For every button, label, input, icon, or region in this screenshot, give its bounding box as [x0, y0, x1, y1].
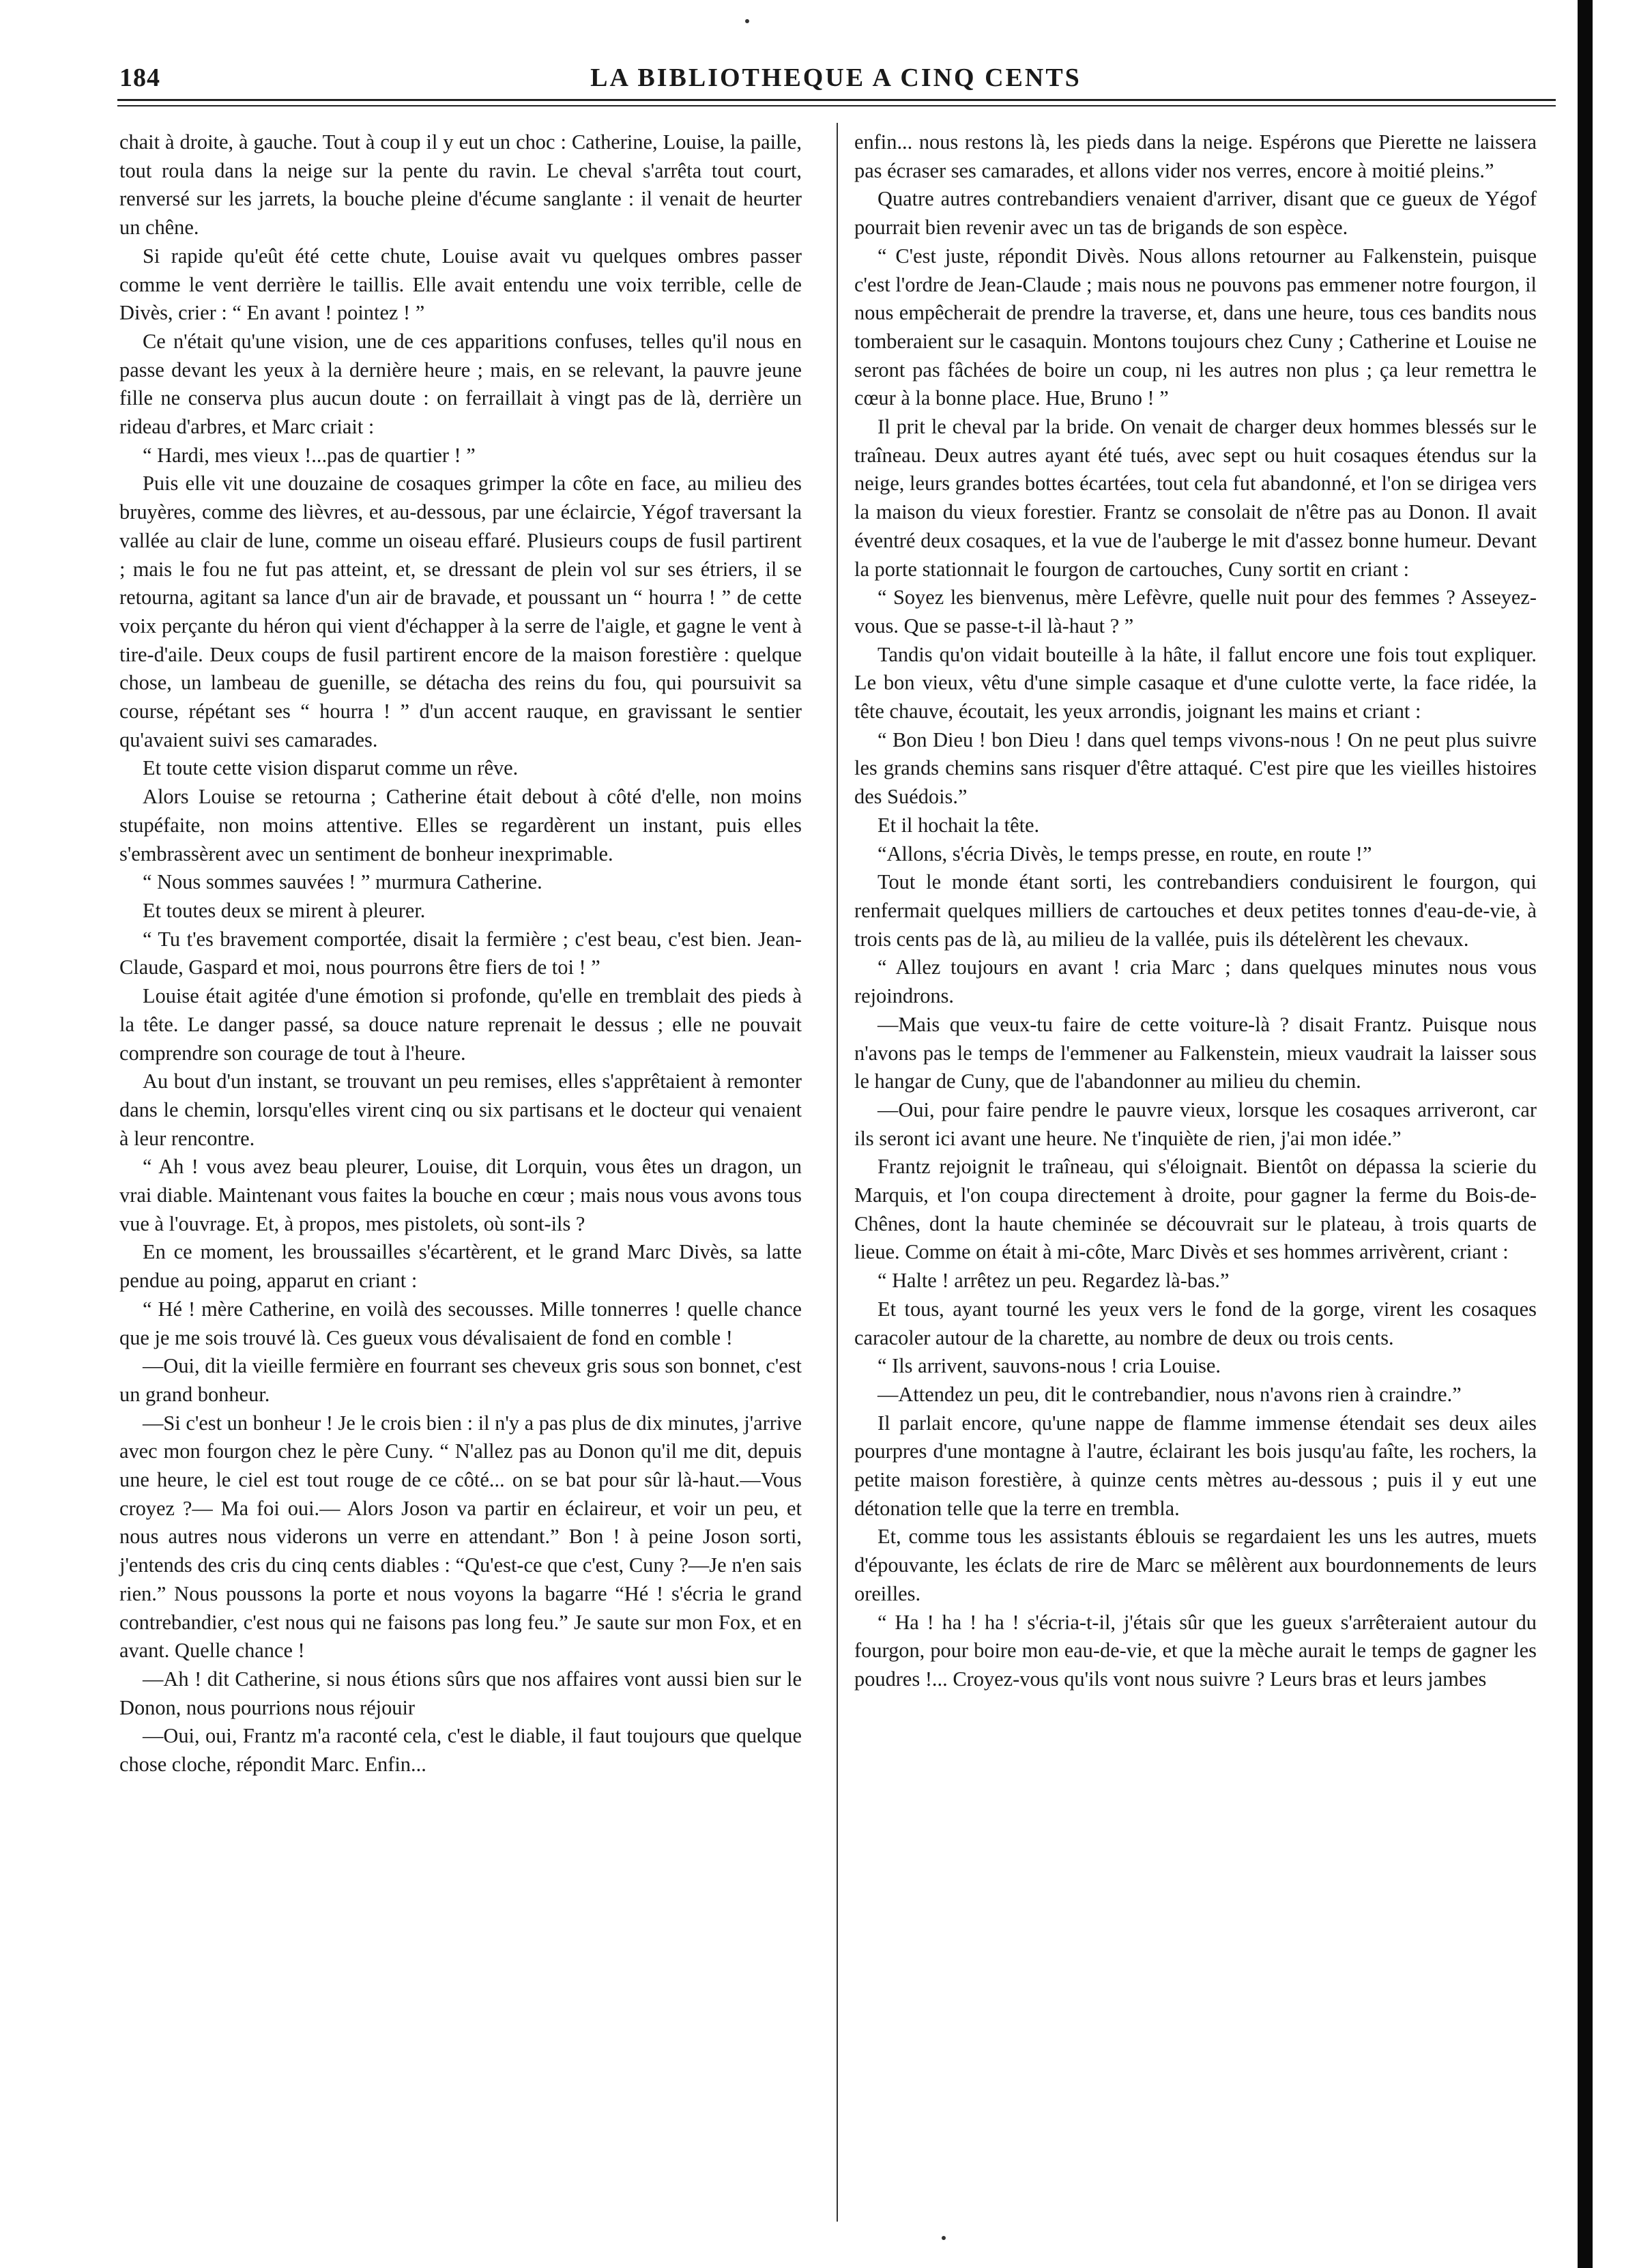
- ink-speck: [745, 19, 749, 23]
- page-header: [119, 63, 1552, 96]
- paragraph: “ Hardi, mes vieux !...pas de quartier ! ”: [143, 443, 476, 467]
- paragraph: Tandis qu'on vidait bouteille à la hâte, il fallut encore une fois tout expliquer. Le bon vieux, vêtu d'une simple casaque et d'une culotte verte, la face ridée, la tête chauve, écoutait, les yeux arrondis, joignant les mains et criant :: [854, 642, 1537, 723]
- paragraph: Il prit le cheval par la bride. On venait de charger deux hommes blessés sur le traîneau. Deux autres ayant été tués, avec sept ou huit cosaques étendus sur la neige, leurs grandes bottes écartées, tout cela fut abandonné, et l'on se dirigea vers la maison du vieux forestier. Frantz se consolait de n'être pas au Donon. Il avait éventré deux cosaques, et la vue de l'auberge le mit d'assez bonne humeur. Devant la porte stationnait le fourgon de cartouches, Cuny sortit en criant :: [854, 415, 1537, 581]
- header-rule: [117, 99, 1556, 101]
- paragraph: “ Halte ! arrêtez un peu. Regardez là-bas.”: [877, 1269, 1230, 1293]
- paragraph: “ Allez toujours en avant ! cria Marc ; dans quelques minutes nous vous rejoindrons.: [854, 956, 1537, 1008]
- paragraph: chait à droite, à gauche. Tout à coup il y eut un choc : Catherine, Louise, la paille, tout roula dans la neige sur la pente du ravin. Le cheval s'arrêta tout court, renversé sur les jarrets, la bouche pleine d'écume sanglante : il venait de heurter un chêne.: [119, 130, 802, 240]
- paragraph: En ce moment, les broussailles s'écartèrent, et le grand Marc Divès, sa latte pendue au poing, apparut en criant :: [119, 1240, 802, 1293]
- paragraph: Ce n'était qu'une vision, une de ces apparitions confuses, telles qu'il nous en passe devant les yeux à la dernière heure ; mais, en se relevant, la pauvre jeune fille ne conserva plus aucun doute : on ferraillait à vingt pas de là, derrière un rideau d'arbres, et Marc criait :: [119, 329, 802, 439]
- column-divider: [837, 123, 838, 2222]
- paragraph: “ Bon Dieu ! bon Dieu ! dans quel temps vivons-nous ! On ne peut plus suivre les grands chemins sans risquer d'être attaqué. C'est pire que les vieilles histoires des Suédois.”: [854, 728, 1537, 809]
- paragraph: Et tous, ayant tourné les yeux vers le fond de la gorge, virent les cosaques caracoler autour de la charette, au nombre de deux ou trois cents.: [854, 1297, 1537, 1349]
- paragraph: Frantz rejoignit le traîneau, qui s'éloignait. Bientôt on dépassa la scierie du Marquis, et l'on coupa directement à droite, pour gagner la ferme du Bois-de-Chênes, dont la haute cheminée se découvrait sur le plateau, à trois quarts de lieue. Comme on était à mi-côte, Marc Divès et ses hommes arrivèrent, criant :: [854, 1155, 1537, 1264]
- paragraph: Puis elle vit une douzaine de cosaques grimper la côte en face, au milieu des bruyères, comme des lièvres, et au-dessous, par une éclaircie, Yégof traversant la vallée au clair de lune, comme un oiseau effaré. Plusieurs coups de fusil partirent ; mais le fou ne fut pas atteint, et, se dressant de plein vol sur ses étriers, il se retourna, agitant sa lance d'un air de bravade, et poussant un “ hourra ! ” de cette voix perçante du héron qui vient d'échapper à la serre de l'aigle, et gagne le vent à tire-d'aile. Deux coups de fusil partirent encore de la maison forestière : quelque chose, un lambeau de guenille, se détacha des reins du fou, qui poursuivit sa course, répétant ses “ hourra ! ” d'un accent rauque, en gravissant le sentier qu'avaient suivi ses camarades.: [119, 472, 802, 751]
- paragraph: —Oui, pour faire pendre le pauvre vieux, lorsque les cosaques arriveront, car ils seront ici avant une heure. Ne t'inquiète de rien, j'ai mon idée.”: [854, 1097, 1537, 1150]
- paragraph: “ Soyez les bienvenus, mère Lefèvre, quelle nuit pour des femmes ? Asseyez-vous. Que se passe-t-il là-haut ? ”: [854, 586, 1537, 637]
- running-title: LA BIBLIOTHEQUE A CINQ CENTS: [590, 63, 1082, 92]
- paragraph: —Oui, oui, Frantz m'a raconté cela, c'est le diable, il faut toujours que quelque chose cloche, répondit Marc. Enfin...: [119, 1724, 802, 1777]
- paragraph: “ C'est juste, répondit Divès. Nous allons retourner au Falkenstein, puisque c'est l'ordre de Jean-Claude ; mais nous ne pouvons pas emmener notre fourgon, il nous empêcherait de prendre la traverse, et, dans une heure, tous ces bandits nous tomberaient sur le casaquin. Montons toujours chez Cuny ; Catherine et Louise ne seront pas fâchées de boire un coup, ni les autres non plus ; ça leur remettra le cœur à la bonne place. Hue, Bruno ! ”: [854, 244, 1537, 410]
- paragraph: “ Ha ! ha ! ha ! s'écria-t-il, j'étais sûr que les gueux s'arrêteraient autour du fourgon, pour boire mon eau-de-vie, et que la mèche aurait le temps de gagner les poudres !... Croyez-vous qu'ils vont nous suivre ? Leurs bras et leurs jambes: [854, 1610, 1537, 1691]
- paragraph: Et toutes deux se mirent à pleurer.: [143, 898, 426, 922]
- paragraph: Si rapide qu'eût été cette chute, Louise avait vu quelques ombres passer comme le vent derrière le taillis. Elle avait entendu une voix terrible, celle de Divès, crier : “ En avant ! pointez ! ”: [119, 244, 802, 325]
- paragraph: Et toute cette vision disparut comme un rêve.: [143, 756, 519, 780]
- paragraph: Tout le monde étant sorti, les contrebandiers conduisirent le fourgon, qui renfermait quelques milliers de cartouches et deux petites tonnes d'eau-de-vie, à trois cents pas de là, au milieu de la vallée, puis ils dételèrent les chevaux.: [854, 870, 1537, 951]
- paragraph: Au bout d'un instant, se trouvant un peu remises, elles s'apprêtaient à remonter dans le chemin, lorsqu'elles virent cinq ou six partisans et le docteur qui venaient à leur rencontre.: [119, 1070, 802, 1150]
- paragraph: Alors Louise se retourna ; Catherine était debout à côté d'elle, non moins stupéfaite, non moins attentive. Elles se regardèrent un instant, puis elles s'embrassèrent avec un sentiment de bonheur inexprimable.: [119, 785, 802, 865]
- paragraph: “ Ah ! vous avez beau pleurer, Louise, dit Lorquin, vous êtes un dragon, un vrai diable. Maintenant vous faites la bouche en cœur ; mais nous vous avons tous vue à l'ouvrage. Et, à propos, mes pistolets, où sont-ils ?: [119, 1155, 802, 1235]
- paragraph: Il parlait encore, qu'une nappe de flamme immense étendait ses deux ailes pourpres d'une montagne à l'autre, éclairant les bois jusqu'au faîte, les rochers, la petite maison forestière, à quinze cents mètres au-dessous ; puis il y eut une détonation telle que la terre en trembla.: [854, 1411, 1537, 1520]
- ink-speck: [942, 2236, 946, 2240]
- scan-edge-shadow: [1578, 0, 1593, 2268]
- left-column: [119, 128, 802, 1779]
- paragraph: —Mais que veux-tu faire de cette voiture-là ? disait Frantz. Puisque nous n'avons pas le temps de l'emmener au Falkenstein, mieux vaudrait la laisser sous le hangar de Cuny, que de l'abandonner au milieu du chemin.: [854, 1012, 1537, 1093]
- paragraph: “ Ils arrivent, sauvons-nous ! cria Louise.: [877, 1354, 1221, 1378]
- header-rule-secondary: [117, 105, 1556, 106]
- paragraph: —Ah ! dit Catherine, si nous étions sûrs que nos affaires vont aussi bien sur le Donon, nous pourrions nous réjouir: [119, 1667, 802, 1719]
- right-column: [854, 128, 1537, 1694]
- paragraph: “ Nous sommes sauvées ! ” murmura Catherine.: [143, 870, 542, 894]
- paragraph: Et il hochait la tête.: [877, 813, 1040, 837]
- paragraph: Louise était agitée d'une émotion si profonde, qu'elle en tremblait des pieds à la tête. Le danger passé, sa douce nature reprenait le dessus ; elle ne pouvait comprendre son courage de tout à l'heure.: [119, 984, 802, 1065]
- paragraph: Quatre autres contrebandiers venaient d'arriver, disant que ce gueux de Yégof pourrait bien revenir avec un tas de brigands de son espèce.: [854, 187, 1537, 240]
- paragraph: Et, comme tous les assistants éblouis se regardaient les uns les autres, muets d'épouvante, les éclats de rire de Marc se mêlèrent aux bourdonnements de leurs oreilles.: [854, 1525, 1537, 1605]
- page-number: 184: [119, 63, 160, 92]
- paragraph: —Attendez un peu, dit le contrebandier, nous n'avons rien à craindre.”: [877, 1382, 1462, 1406]
- paragraph: “ Tu t'es bravement comportée, disait la fermière ; c'est beau, c'est bien. Jean-Claude, Gaspard et moi, nous pourrons être fiers de toi ! ”: [119, 927, 802, 979]
- paragraph: “ Hé ! mère Catherine, en voilà des secousses. Mille tonnerres ! quelle chance que je me sois trouvé là. Ces gueux vous dévalisaient de fond en comble !: [119, 1297, 802, 1349]
- paragraph: —Si c'est un bonheur ! Je le crois bien : il n'y a pas plus de dix minutes, j'arrive avec mon fourgon chez le père Cuny. “ N'allez pas au Donon qu'il me dit, depuis une heure, le ciel est tout rouge de ce côté... on se bat pour sûr là-haut.—Vous croyez ?— Ma foi oui.— Alors Joson va partir en éclaireur, et voir un peu, et nous autres nous viderons un verre en attendant.” Bon ! à peine Joson sorti, j'entends des cris du cinq cents diables : “Qu'est-ce que c'est, Cuny ?—Je n'en sais rien.” Nous poussons la porte et nous voyons la bagarre “Hé ! s'écria le grand contrebandier, c'est nous qui ne faisons pas long feu.” Je saute sur mon Fox, et en avant. Quelle chance !: [119, 1411, 802, 1663]
- paragraph: “Allons, s'écria Divès, le temps presse, en route, en route !”: [877, 842, 1372, 865]
- paragraph: —Oui, dit la vieille fermière en fourrant ses cheveux gris sous son bonnet, c'est un grand bonheur.: [119, 1354, 802, 1406]
- paragraph: enfin... nous restons là, les pieds dans la neige. Espérons que Pierette ne laissera pas écraser ses camarades, et allons vider nos verres, encore à moitié pleins.”: [854, 130, 1537, 182]
